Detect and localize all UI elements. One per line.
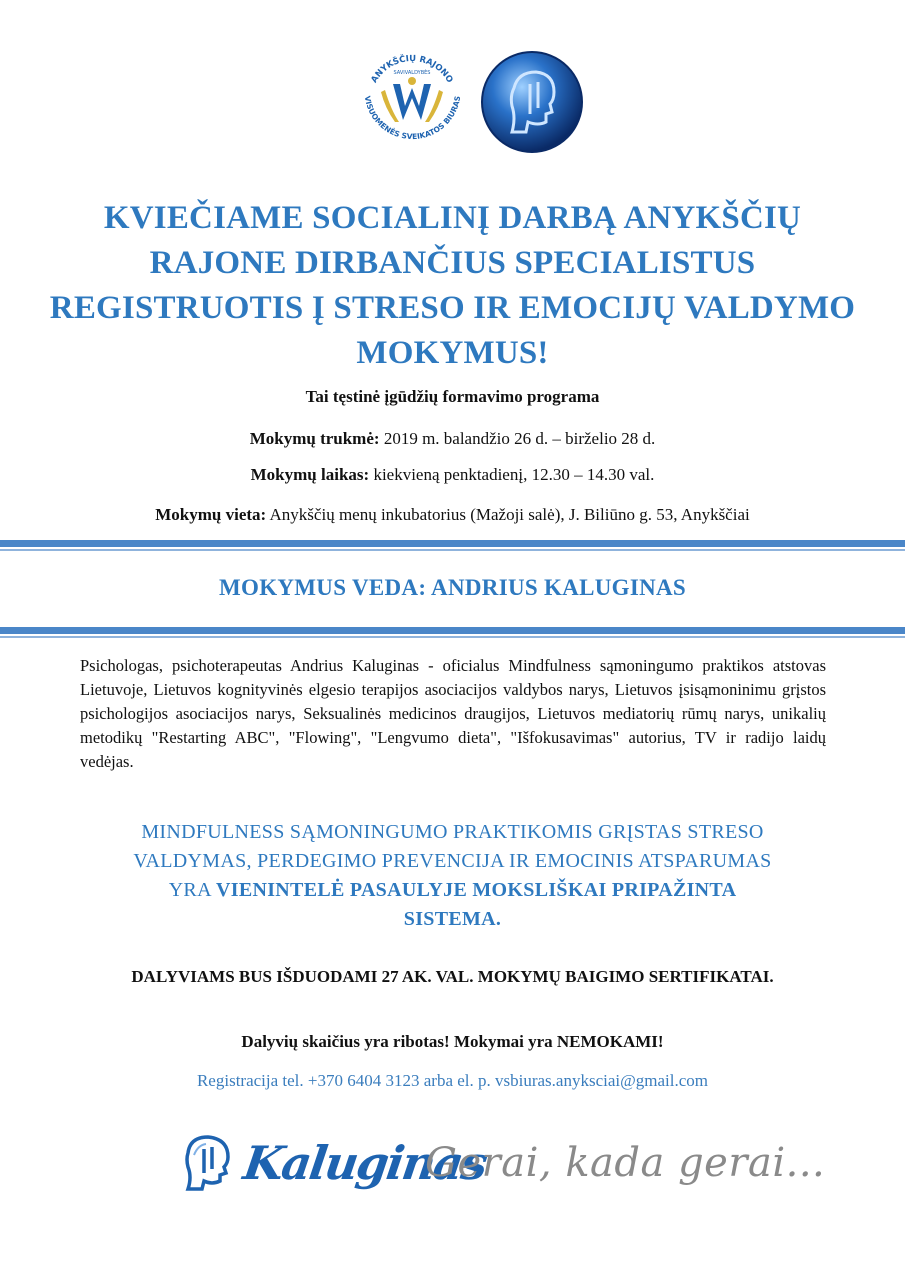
vsb-logo-text-top: ANYKŠČIŲ RAJONO — [369, 53, 455, 85]
time-row — [0, 464, 905, 486]
divider-top — [0, 540, 905, 547]
divider-bottom-thin — [0, 636, 905, 638]
kaluginas-head-icon — [174, 1131, 244, 1191]
vsb-logo-text-bottom: VISUOMENĖS SVEIKATOS BIURAS — [362, 95, 463, 142]
speaker-heading: MOKYMUS VEDA: ANDRIUS KALUGINAS — [219, 575, 686, 600]
mindfulness-line-3-plain: YRA — [168, 879, 217, 901]
svg-text:VISUOMENĖS SVEIKATOS BIURAS — [363, 95, 463, 141]
duration-value: 2019 m. balandžio 26 d. – birželio 28 d. — [379, 429, 656, 448]
venue-value: Anykščių menų inkubatorius (Mažoji salė), J. Biliūno g. 53, Anykščiai — [266, 505, 750, 524]
limited-notice: Dalyvių skaičius yra ribotas! Mokymai yra NEMOKAMI! — [241, 1032, 664, 1051]
time-label: Mokymų laikas: — [250, 465, 370, 484]
certificates-notice: DALYVIAMS BUS IŠDUODAMI 27 AK. VAL. MOKYMŲ BAIGIMO SERTIFIKATAI. — [131, 967, 774, 986]
vsb-logo — [355, 50, 470, 150]
duration-row — [0, 428, 905, 450]
headline: KVIEČIAME SOCIALINĮ DARBĄ ANYKŠČIŲ RAJONE DIRBANČIUS SPECIALISTUS REGISTRUOTIS Į STRESO IR EMOCIJŲ VALDYMO MOKYMUS! — [49, 200, 856, 371]
mindfulness-line-3 — [60, 876, 845, 905]
registration-info: Registracija tel. +370 6404 3123 arba el. p. vsbiuras.anyksciai@gmail.com — [196, 1071, 709, 1090]
mindfulness-line-4 — [60, 905, 845, 934]
duration-label: Mokymų trukmė: — [249, 429, 380, 448]
divider-top-thin — [0, 549, 905, 551]
mindfulness-line-4-bold: SISTEMA. — [403, 908, 502, 930]
brand-name: Kaluginas — [240, 1136, 490, 1190]
venue-label: Mokymų vieta: — [155, 505, 267, 524]
globe-head-logo — [478, 48, 586, 156]
vsb-logo-text-sub: SAVIVALDYBĖS — [393, 70, 431, 76]
mindfulness-line-1: MINDFULNESS SĄMONINGUMO PRAKTIKOMIS GRĮSTAS STRESO — [141, 821, 764, 843]
divider-bottom — [0, 627, 905, 634]
brand-slogan: Gerai, kada gerai... — [425, 1140, 826, 1186]
mindfulness-line-3-bold: VIENINTELĖ PASAULYJE MOKSLIŠKAI PRIPAŽINTA — [216, 879, 737, 901]
program-subtitle: Tai tęstinė įgūdžių formavimo programa — [305, 387, 600, 406]
speaker-bio: Psichologas, psichoterapeutas Andrius Kaluginas - oficialus Mindfulness sąmoningumo praktikos atstovas Lietuvoje, Lietuvos kognityvinės elgesio terapijos asociacijos valdybos narys, Lietuvos įsisąmoninimu grįstos psichologijos asociacijos narys, Seksualinės medicinos draugijos, Lietuvos mediatorių rūmų narys, unikalių metodikų "Restarting ABC", "Flowing", "Lengvumo dieta", "Išfokusavimas" autorius, TV ir radijo laidų vedėjas. — [80, 656, 826, 771]
mindfulness-line-2: VALDYMAS, PERDEGIMO PREVENCIJA IR EMOCINIS ATSPARUMAS — [133, 850, 772, 872]
venue-row — [0, 504, 905, 526]
mindfulness-statement — [60, 818, 845, 934]
time-value: kiekvieną penktadienį, 12.30 – 14.30 val. — [369, 465, 655, 484]
